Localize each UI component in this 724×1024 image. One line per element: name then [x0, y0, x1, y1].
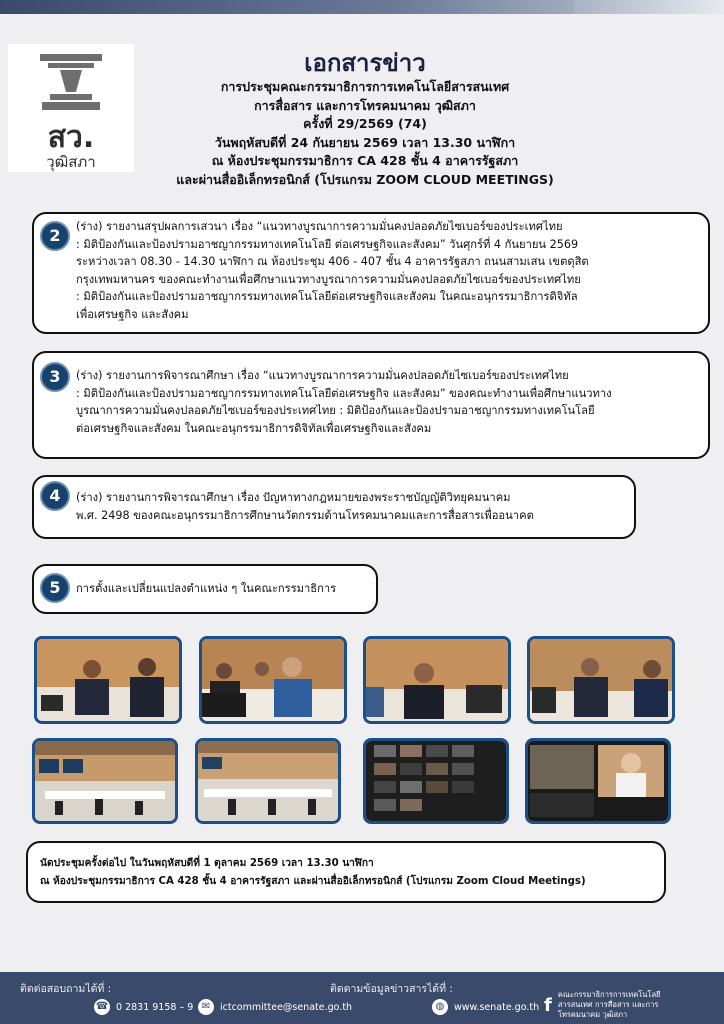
zoom-meeting-screenshot: [525, 738, 671, 824]
header-committee-line-1: การประชุมคณะกรรมาธิการการเทคโนโลยีสารสนเทศ: [220, 79, 510, 94]
follow-label: ติดตามข้อมูลข่าวสารได้ที่ :: [330, 983, 453, 995]
agenda-text-line: (ร่าง) รายงานสรุปผลการเสวนา เรื่อง “แนวทางบูรณาการความมั่นคงปลอดภัยไซเบอร์ของประเทศไทย: [76, 220, 563, 233]
top-decor-bar: [0, 0, 724, 14]
contact-label: ติดต่อสอบถามได้ที่ :: [20, 983, 112, 995]
next-meeting-box: [26, 841, 666, 903]
agenda-text-line: ระหว่างเวลา 08.30 - 14.30 นาฬิกา ณ ห้องประชุม 406 - 407 ชั้น 4 อาคารรัฐสภา ถนนสามเสน เขตดุสิต: [76, 255, 589, 269]
footer-facebook[interactable]: [544, 990, 688, 1019]
meeting-photo: [199, 636, 347, 724]
website-url[interactable]: www.senate.go.th: [454, 1001, 540, 1013]
agenda-text-line: (ร่าง) รายงานการพิจารณาศึกษา เรื่อง ปัญหาทางกฎหมายของพระราชบัญญัติวิทยุคมนาคม: [76, 491, 511, 504]
document-header: [150, 48, 580, 189]
next-meeting-location: ณ ห้องประชุมกรรมาธิการ CA 428 ชั้น 4 อาคารรัฐสภา และผ่านสื่ออิเล็กทรอนิกส์ (โปรแกรม Zoom Cloud Meetings): [40, 876, 586, 887]
agenda-item-text: [76, 580, 368, 598]
facebook-icon: f: [544, 994, 552, 1016]
agenda-number-badge: 3: [40, 362, 70, 392]
meeting-photo: [363, 636, 511, 724]
agenda-item-3: [32, 351, 710, 459]
next-meeting-date: นัดประชุมครั้งต่อไป ในวันพฤหัสบดีที่ 1 ตุลาคม 2569 เวลา 13.30 นาฬิกา: [40, 858, 374, 869]
meeting-photo: [527, 636, 675, 724]
agenda-item-text: [76, 489, 626, 524]
email-icon: ✉: [198, 999, 214, 1015]
agenda-text-line: : มิติป้องกันและป้องปรามอาชญากรรมทางเทคโนโลยีต่อเศรษฐกิจและสังคม ในคณะอนุกรรมาธิการดิจิทัล: [76, 290, 578, 304]
agenda-text-line: (ร่าง) รายงานการพิจารณาศึกษา เรื่อง “แนวทางบูรณาการความมั่นคงปลอดภัยไซเบอร์ของประเทศไทย: [76, 369, 569, 382]
agenda-item-4: [32, 475, 636, 539]
header-meeting-room: ณ ห้องประชุมกรรมาธิการ CA 428 ชั้น 4 อาคารรัฐสภา: [211, 153, 519, 168]
meeting-photo: [34, 636, 182, 724]
senate-logo: [8, 44, 134, 172]
footer-bar: [0, 972, 724, 1024]
agenda-text-line: พ.ศ. 2498 ของคณะอนุกรรมาธิการศึกษานวัตกรรมด้านโทรคมนาคมและการสื่อสารเพื่ออนาคต: [76, 508, 534, 522]
agenda-item-text: [76, 218, 700, 324]
meeting-photo: [32, 738, 178, 824]
agenda-text-line: ต่อเศรษฐกิจและสังคม ในคณะอนุกรรมาธิการดิจิทัลเพื่อเศรษฐกิจและสังคม: [76, 421, 432, 435]
agenda-text-line: : มิติป้องกันและป้องปรามอาชญากรรมทางเทคโนโลยี ต่อเศรษฐกิจและสังคม” วันศุกร์ที่ 4 กันยายน 2569: [76, 237, 579, 251]
agenda-number-badge: 5: [40, 573, 70, 603]
agenda-number-badge: 2: [40, 221, 70, 251]
agenda-item-2: [32, 212, 710, 334]
logo-abbreviation: สว.: [47, 120, 95, 155]
next-meeting-text: [40, 855, 656, 891]
header-meeting-number: ครั้งที่ 29/2569 (74): [303, 116, 427, 131]
agenda-text-line: กรุงเทพมหานคร ของคณะทำงานเพื่อศึกษาแนวทางบูรณาการความมั่นคงปลอดภัยไซเบอร์ของประเทศไทย: [76, 272, 581, 286]
globe-icon: ◍: [432, 999, 448, 1015]
footer-email[interactable]: [198, 996, 352, 1018]
facebook-page-name[interactable]: คณะกรรมาธิการการเทคโนโลยีสารสนเทศ การสื่อสาร และการโทรคมนาคม วุฒิสภา: [557, 990, 661, 1019]
phone-number: 0 2831 9158 – 9: [116, 1001, 194, 1013]
top-decor-tip: [574, 0, 724, 14]
footer-phone: [94, 996, 193, 1018]
logo-name: วุฒิสภา: [46, 153, 96, 171]
footer-website[interactable]: [432, 996, 539, 1018]
document-title: เอกสารข่าว: [304, 49, 426, 77]
header-committee-line-2: การสื่อสาร และการโทรคมนาคม วุฒิสภา: [254, 97, 476, 113]
agenda-number-badge: 4: [40, 481, 70, 511]
agenda-text-line: บูรณาการความมั่นคงปลอดภัยไซเบอร์ของประเทศไทย : มิติป้องกันและป้องปรามอาชญากรรมทางเทคโนโลยี: [76, 404, 595, 418]
agenda-text-line: : มิติป้องกันและป้องปรามอาชญากรรมทางเทคโนโลยีต่อเศรษฐกิจ และสังคม” ของคณะทำงานเพื่อศึกษาแนวทาง: [76, 386, 612, 400]
senate-emblem-icon: [38, 52, 104, 114]
email-address[interactable]: ictcommittee@senate.go.th: [220, 1001, 353, 1013]
phone-icon: ☎: [94, 999, 110, 1015]
agenda-item-5: [32, 564, 378, 614]
meeting-photo: [195, 738, 341, 824]
header-meeting-online: และผ่านสื่ออิเล็กทรอนิกส์ (โปรแกรม ZOOM CLOUD MEETINGS): [176, 171, 554, 187]
agenda-text-line: เพื่อเศรษฐกิจ และสังคม: [76, 307, 189, 321]
header-meeting-date: วันพฤหัสบดีที่ 24 กันยายน 2569 เวลา 13.30 นาฬิกา: [214, 134, 516, 150]
zoom-meeting-screenshot: [363, 738, 509, 824]
agenda-text-line: การตั้งและเปลี่ยนแปลงตำแหน่ง ๆ ในคณะกรรมาธิการ: [76, 582, 337, 595]
agenda-item-text: [76, 367, 700, 437]
